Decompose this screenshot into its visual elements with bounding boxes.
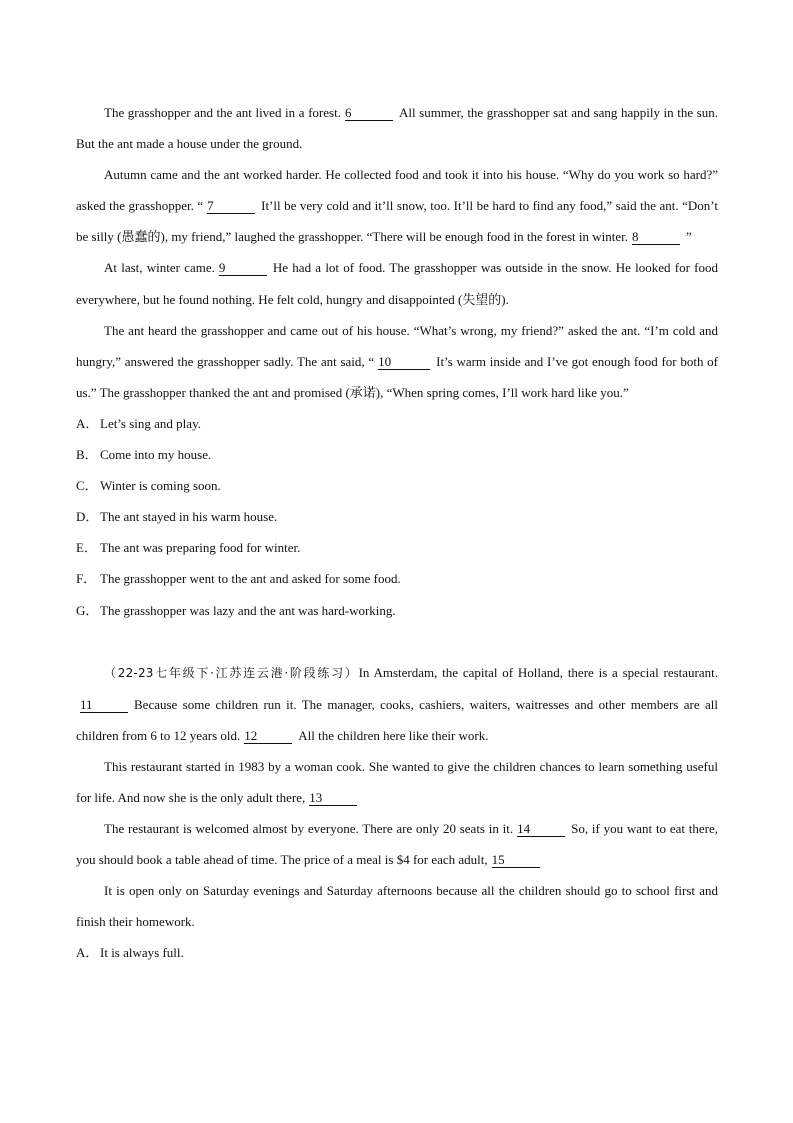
passage1-paragraph-2: Autumn came and the ant worked harder. He collected food and took it into his house. “Why do you work so hard?” asked the grasshopper. “ 7 It’ll be very cold and it’ll snow, too. It’ll be hard to find any food,” said the ant. “Don’t be silly (愚蠢的), my friend,” laughed the grasshopper. “There will be enough food in the forest in winter. 8 ” [76, 167, 718, 245]
passage2-paragraph-4: It is open only on Saturday evenings and Saturday afternoons because all the children should go to school first and finish their homework. [76, 883, 718, 930]
option-g: G． The grasshopper was lazy and the ant was hard-working. [76, 602, 396, 618]
passage2-paragraph-3: The restaurant is welcomed almost by everyone. There are only 20 seats in it. 14 So, if you want to eat there, you should book a table ahead of time. The price of a meal is $4 for each adult, 15 [76, 821, 718, 868]
blank-13[interactable]: 13 [309, 790, 357, 806]
blank-12[interactable]: 12 [244, 728, 292, 744]
source-label: （22-23七年级下·江苏连云港·阶段练习） [104, 665, 359, 680]
option-f: F． The grasshopper went to the ant and asked for some food. [76, 571, 401, 587]
option-c: C． Winter is coming soon. [76, 478, 221, 494]
option-a: A． Let’s sing and play. [76, 415, 201, 431]
section-spacer [76, 626, 718, 657]
option-b: B． Come into my house. [76, 447, 212, 463]
blank-7[interactable]: 7 [207, 198, 255, 214]
passage1-paragraph-1: The grasshopper and the ant lived in a forest. 6 All summer, the grasshopper sat and sang happily in the sun. But the ant made a house under the ground. [76, 105, 718, 152]
blank-8[interactable]: 8 [632, 229, 680, 245]
blank-9[interactable]: 9 [219, 260, 267, 276]
passage1-options [76, 408, 718, 626]
blank-10[interactable]: 10 [378, 354, 430, 370]
blank-15[interactable]: 15 [492, 852, 540, 868]
passage1-paragraph-4: The ant heard the grasshopper and came out of his house. “What’s wrong, my friend?” asked the ant. “I’m cold and hungry,” answered the grasshopper sadly. The ant said, “ 10 It’s warm inside and I’ve got enough food for both of us.” The grasshopper thanked the ant and promised (承诺), “When spring comes, I’ll work hard like you.” [76, 322, 718, 400]
option-d: D． The ant stayed in his warm house. [76, 509, 278, 525]
blank-11[interactable]: 11 [80, 697, 128, 713]
option-e: E． The ant was preparing food for winter. [76, 540, 301, 556]
passage2-options [76, 937, 718, 968]
blank-14[interactable]: 14 [517, 821, 565, 837]
passage2-paragraph-2: This restaurant started in 1983 by a woman cook. She wanted to give the children chances to learn something useful for life. And now she is the only adult there, 13 [76, 758, 718, 805]
passage2-paragraph-1: （22-23七年级下·江苏连云港·阶段练习）In Amsterdam, the capital of Holland, there is a special restaurant.11 Because some children run it. The manager, cooks, cashiers, waiters, waitresses and other members are all children from 6 to 12 years old. 12 All the children here like their work. [76, 664, 718, 743]
document-page [76, 97, 718, 969]
blank-6[interactable]: 6 [345, 105, 393, 121]
option-a: A． It is always full. [76, 945, 184, 961]
passage1-paragraph-3: At last, winter came. 9 He had a lot of food. The grasshopper was outside in the snow. He looked for food everywhere, but he found nothing. He felt cold, hungry and disappointed (失望的). [76, 260, 718, 307]
